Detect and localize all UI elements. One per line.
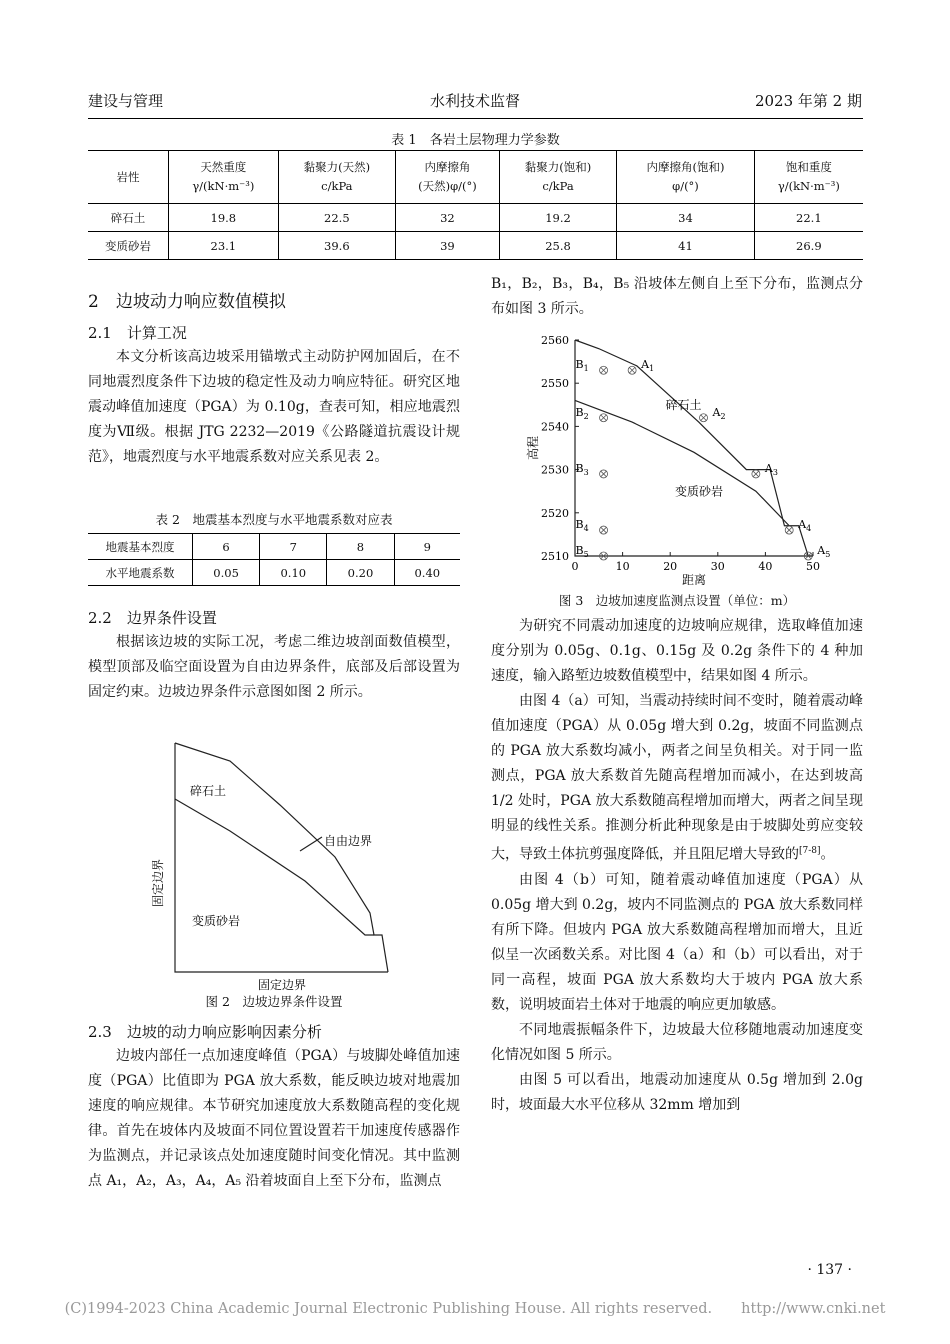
fig3-point-a-label: $A_3$	[764, 461, 778, 477]
paragraph-text: 由图 4（a）可知，当震动持续时间不变时，随着震动峰值加速度（PGA）从 0.05g 增大到 0.2g，坡面不同监测点的 PGA 放大系数均减小，两者之间呈负相关。对于同一监测点，PGA 放大系数首先随高程增加而减小，在达到坡高 1/2 处时，PGA 放大系数随高程增加而增大，两者之间呈现明显的线性关系。推测分析此种现象是由于坡脚处剪应变较大，导致土体抗剪强度降低，并且阻尼增大导致的	[491, 693, 863, 863]
paragraph-end: 。	[820, 846, 835, 863]
table-cell: 9	[394, 534, 460, 560]
header-text: 黏聚力(天然)	[303, 160, 371, 174]
table-cell: 39.6	[278, 232, 395, 260]
table-cell: 19.8	[169, 204, 279, 232]
fig3-point-b-subscript: 2	[583, 411, 589, 421]
paragraph: 本文分析该高边坡采用锚墩式主动防护网加固后，在不同地震烈度条件下边坡的稳定性及动力响应特征。研究区地震动峰值加速度（PGA）为 0.10g，查表可知，相应地震烈度为Ⅶ级。根据 JTG 2232—2019《公路隧道抗震设计规范》，地震烈度与水平地震系数对应关系见表 2。	[88, 349, 460, 465]
table-cell: 41	[617, 232, 754, 260]
slope-surface	[175, 743, 388, 972]
header-unit: (天然)φ/(°)	[418, 179, 477, 193]
fig3-ytick-label: 2510	[541, 550, 569, 563]
fig3-xtick-label: 20	[663, 560, 678, 573]
fig2-fixed-bottom-label: 固定边界	[257, 978, 307, 992]
fig2-sandstone-label: 变质砂岩	[192, 914, 241, 928]
table-cell: 0.20	[327, 560, 394, 586]
table-cell: 22.1	[754, 204, 863, 232]
header-text: 岩性	[116, 169, 140, 184]
issue-label: 2023 年第 2 期	[754, 92, 862, 110]
table1-header	[617, 151, 754, 204]
table-cell: 7	[260, 534, 327, 560]
table-cell: 39	[396, 232, 500, 260]
fig3-point-a-subscript: 2	[720, 411, 726, 421]
fig3-ytick-label: 2550	[541, 377, 569, 391]
section-2-2-title: 2.2 边界条件设置	[88, 609, 217, 627]
free-boundary-leader	[300, 837, 322, 851]
table-cell: 25.8	[499, 232, 616, 260]
fig3-point-b-subscript: 1	[583, 364, 589, 374]
fig3-gravel-label: 碎石土	[665, 398, 702, 413]
figure-3-chart	[523, 330, 833, 592]
right-column-text	[491, 614, 863, 1118]
header-text: 饱和重度	[785, 160, 832, 174]
fig3-point-b-subscript: 3	[583, 467, 589, 477]
section-2-title: 2 边坡动力响应数值模拟	[88, 292, 286, 312]
fig3-ytick-label: 2520	[541, 506, 569, 520]
table1-header-row	[88, 151, 863, 204]
table-cell: 水平地震系数	[88, 560, 193, 586]
fig3-point-b-subscript: 5	[583, 550, 589, 559]
header-rule	[88, 118, 863, 119]
section-2-1-title: 2.1 计算工况	[88, 324, 187, 342]
table-row	[88, 534, 460, 560]
header-text: 黏聚力(饱和)	[524, 160, 592, 174]
table-cell: 22.5	[278, 204, 395, 232]
fig3-xtick-label: 30	[710, 560, 725, 573]
table-cell: 34	[617, 204, 754, 232]
table1	[88, 150, 863, 260]
journal-name: 水利技术监督	[429, 92, 520, 110]
table-cell: 0.10	[260, 560, 327, 586]
fig3-profile	[575, 340, 813, 556]
fig3-point-b-label: $B_4$	[575, 518, 589, 534]
table1-header	[169, 151, 279, 204]
right-column-top-text	[491, 272, 863, 322]
table1-header	[754, 151, 863, 204]
figure-2-caption: 图 2 边坡边界条件设置	[205, 994, 343, 1009]
fig3-points	[576, 358, 831, 560]
section-2-1-text	[88, 345, 460, 470]
fig3-ytick-label: 2560	[541, 334, 569, 347]
fig3-slope-surface	[575, 340, 813, 556]
fig3-point-a-label: $A_2$	[712, 405, 726, 421]
fig3-sandstone-label: 变质砂岩	[674, 484, 723, 499]
table-cell: 碎石土	[110, 210, 146, 225]
table1-caption: 表 1 各岩土层物理力学参数	[391, 133, 560, 148]
fig2-fixed-left-label: 固定边界	[151, 858, 165, 908]
header-unit: γ/(kN·m⁻³)	[777, 179, 840, 193]
header-unit: γ/(kN·m⁻³)	[192, 179, 255, 193]
fig3-xtick-label: 0	[571, 560, 579, 573]
slope-outline	[175, 743, 388, 972]
header-unit: c/kPa	[542, 179, 574, 193]
table-cell: 0.40	[394, 560, 460, 586]
table2-caption: 表 2 地震基本烈度与水平地震系数对应表	[155, 512, 393, 527]
fig3-point-b-label: $B_1$	[575, 358, 589, 374]
header-text: 内摩擦角	[424, 160, 471, 174]
fig3-axes	[575, 340, 813, 556]
table-cell: 19.2	[499, 204, 616, 232]
table1-header	[278, 151, 395, 204]
fig3-point-a-label: $A_1$	[641, 358, 655, 374]
paragraph: 由图 5 可以看出，地震动加速度从 0.5g 增加到 2.0g 时，坡面最大水平位移从 32mm 增加到	[491, 1071, 863, 1113]
table-cell: 26.9	[754, 232, 863, 260]
header-unit: c/kPa	[321, 179, 353, 193]
fig3-ylabel: 高程	[526, 435, 540, 461]
header-text: 内摩擦角(饱和)	[646, 160, 725, 174]
fig2-gravel-label: 碎石土	[190, 784, 227, 798]
figure-2-diagram	[140, 735, 410, 995]
section-2-3-title: 2.3 边坡的动力响应影响因素分析	[88, 1023, 322, 1041]
header-text: 天然重度	[200, 160, 247, 174]
table2	[88, 533, 460, 586]
paragraph: 边坡内部任一点加速度峰值（PGA）与坡脚处峰值加速度（PGA）比值即为 PGA 放大系数，能反映边坡对地震加速度的响应规律。本节研究加速度放大系数随高程的变化规律。首先在坡体内及坡面不同位置设置若干加速度传感器作为监测点，并记录该点处加速度随时间变化情况。其中监测点 A₁，A₂，A₃，A₄，A₅ 沿着坡面自上至下分布，监测点	[88, 1048, 460, 1189]
paragraph	[491, 689, 863, 868]
table-cell: 23.1	[169, 232, 279, 260]
table-cell: 8	[327, 534, 394, 560]
fig2-free-label: 自由边界	[324, 834, 373, 848]
table-cell: 6	[193, 534, 260, 560]
header-unit: φ/(°)	[672, 179, 699, 193]
fig3-xtick-label: 40	[758, 560, 773, 573]
copyright-notice: (C)1994-2023 China Academic Journal Electronic Publishing House. All rights reserved. http://www.cnki.net	[64, 1301, 886, 1317]
fig3-xtick-label: 10	[615, 560, 630, 573]
table-row	[88, 232, 863, 260]
table1-header	[396, 151, 500, 204]
table-cell: 32	[396, 204, 500, 232]
fig3-point-a-subscript: 3	[772, 467, 778, 477]
fig3-point-a-label: $A_5$	[817, 544, 831, 559]
table-cell: 变质砂岩	[88, 232, 169, 260]
fig3-ytick-label: 2540	[541, 420, 569, 434]
table1-header	[499, 151, 616, 204]
fig3-point-a-subscript: 1	[649, 364, 655, 374]
figure-3-caption: 图 3 边坡加速度监测点设置（单位：m）	[558, 593, 796, 608]
fig3-xtick-label: 50	[806, 560, 820, 573]
journal-column: 建设与管理	[88, 92, 164, 110]
fig3-point-b-label: $B_3$	[575, 461, 589, 477]
fig3-ytick-label: 2530	[541, 463, 569, 477]
section-2-3-text	[88, 1044, 460, 1194]
table1-header	[88, 151, 169, 204]
fig3-axis-line	[575, 340, 813, 556]
table-row	[88, 560, 460, 586]
fig3-point-b-subscript: 4	[583, 524, 589, 534]
table-row	[88, 204, 863, 232]
table-cell: 地震基本烈度	[105, 539, 175, 554]
paragraph: 由图 4（b）可知，随着震动峰值加速度（PGA）从 0.05g 增大到 0.2g，坡内不同监测点的 PGA 放大系数同样有所下降。但坡内 PGA 放大系数随高程增加而增大，且近似呈一次函数关系。对比图 4（a）和（b）可以看出，对于同一高程，坡面 PGA 放大系数均大于坡内 PGA 放大系数，说明坡面岩土体对于地震的响应更加敏感。	[491, 871, 863, 1013]
paragraph: 根据该边坡的实际工况，考虑二维边坡剖面数值模型，模型顶部及临空面设置为自由边界条件，底部及后部设置为固定约束。边坡边界条件示意图如图 2 所示。	[88, 634, 460, 700]
citation: [7-8]	[799, 846, 821, 856]
page-number: · 137 ·	[807, 1262, 852, 1278]
fig3-xlabel: 距离	[681, 573, 707, 587]
paragraph: 不同地震振幅条件下，边坡最大位移随地震动加速度变化情况如图 5 所示。	[491, 1021, 863, 1063]
fig3-point-b-label: $B_2$	[575, 405, 589, 421]
paragraph: B₁，B₂，B₃，B₄，B₅ 沿坡体左侧自上至下分布，监测点分布如图 3 所示。	[491, 276, 863, 317]
table-cell: 0.05	[193, 560, 260, 586]
fig3-point-a-subscript: 4	[806, 524, 812, 534]
fig3-point-b-label: $B_5$	[575, 544, 589, 559]
paragraph: 为研究不同震动加速度的边坡响应规律，选取峰值加速度分别为 0.05g、0.1g、0.15g 及 0.2g 条件下的 4 种加速度，输入路堑边坡数值模型中，结果如图 4 所示。	[491, 618, 863, 684]
fig3-point-a-subscript: 5	[825, 550, 831, 559]
fig3-point-a-label: $A_4$	[798, 518, 812, 534]
section-2-2-text	[88, 630, 460, 705]
